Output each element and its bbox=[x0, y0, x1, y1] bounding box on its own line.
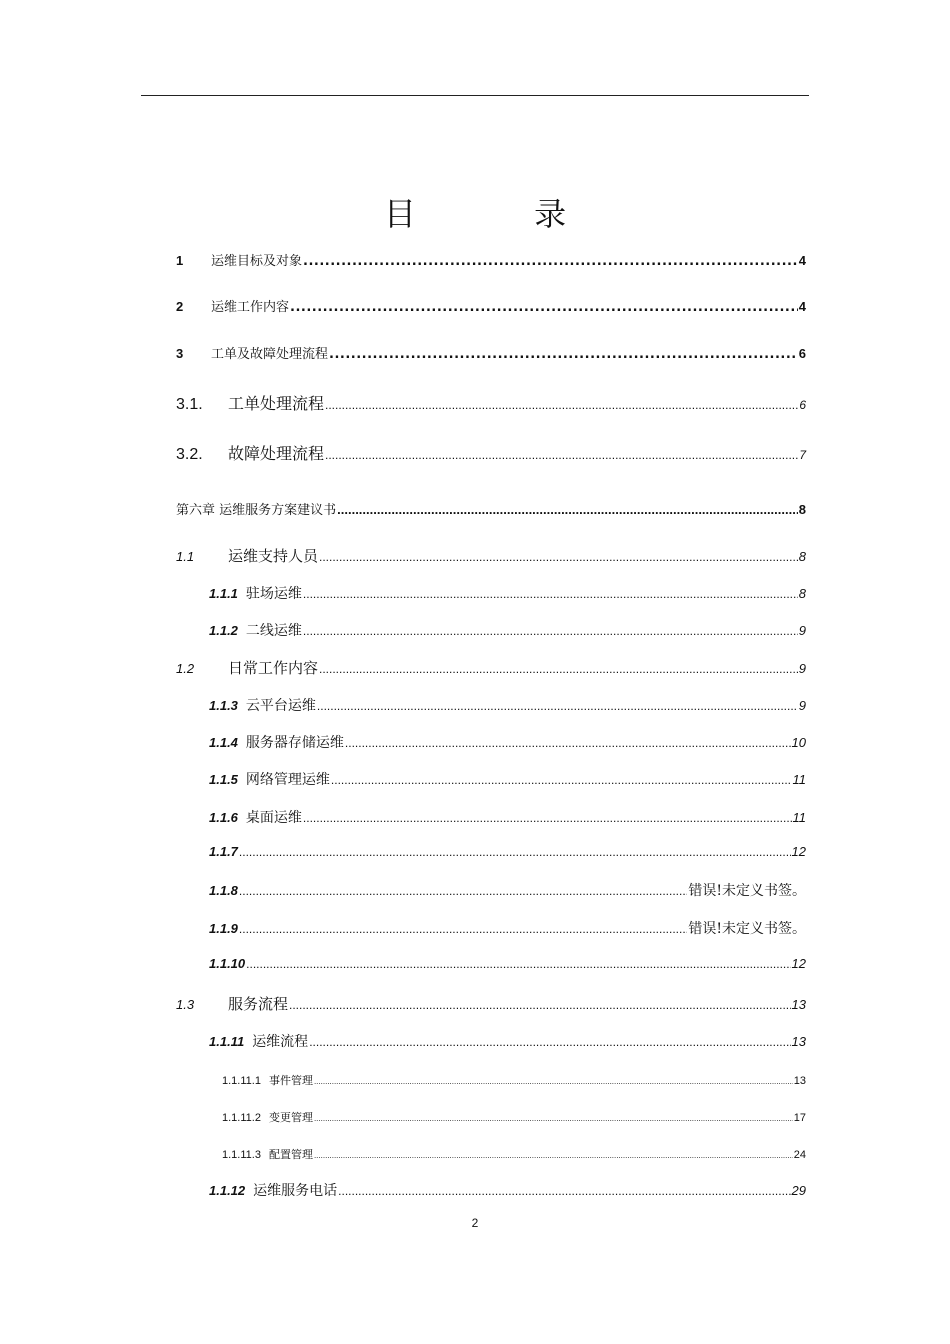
page-number: 2 bbox=[471, 1216, 479, 1230]
toc-entry[interactable] bbox=[209, 880, 806, 900]
toc-entry[interactable] bbox=[176, 343, 806, 362]
toc-title: 桌面运维 bbox=[245, 810, 302, 826]
toc-page: 6 bbox=[798, 346, 806, 361]
toc-title: 驻场运维 bbox=[245, 586, 302, 602]
toc-entry[interactable] bbox=[209, 1031, 806, 1051]
toc-leader bbox=[246, 957, 790, 971]
toc-number: 1.1.3 bbox=[209, 698, 238, 713]
toc-entry[interactable] bbox=[176, 441, 806, 464]
toc-page: 10 bbox=[791, 735, 806, 750]
toc-title: 服务器存储运维 bbox=[245, 735, 344, 751]
toc-number: 1.1.7 bbox=[209, 844, 238, 859]
toc-number: 1.1.11.2 bbox=[222, 1112, 261, 1124]
header-rule bbox=[141, 95, 809, 96]
toc-number: 1.1.2 bbox=[209, 623, 238, 638]
toc-title: 运维工作内容 bbox=[211, 300, 290, 315]
toc-title: 第六章 运维服务方案建议书 bbox=[176, 503, 337, 518]
toc-number: 1.1.12 bbox=[209, 1183, 246, 1198]
toc-leader bbox=[319, 550, 798, 564]
toc-page: 9 bbox=[798, 698, 806, 713]
toc-entry[interactable] bbox=[209, 807, 806, 827]
toc-entry[interactable] bbox=[176, 499, 806, 518]
toc-number: 1.1.8 bbox=[209, 883, 238, 898]
toc-number: 2 bbox=[176, 299, 184, 314]
toc-page: 4 bbox=[798, 299, 806, 314]
toc-leader bbox=[345, 736, 791, 750]
toc-title: 日常工作内容 bbox=[228, 659, 319, 677]
toc-title: 工单及故障处理流程 bbox=[211, 347, 329, 362]
toc-title: 二线运维 bbox=[245, 623, 302, 639]
toc-entry[interactable] bbox=[209, 918, 806, 938]
toc-leader bbox=[314, 1151, 793, 1160]
toc-entry[interactable] bbox=[176, 545, 806, 566]
toc-number: 1.1.6 bbox=[209, 810, 238, 825]
toc-entry[interactable] bbox=[176, 657, 806, 678]
toc-number: 3.2. bbox=[176, 446, 203, 463]
toc-leader bbox=[239, 922, 687, 936]
toc-page: 17 bbox=[793, 1112, 806, 1124]
toc-title: 云平台运维 bbox=[245, 698, 316, 714]
toc-title: 运维服务电话 bbox=[253, 1183, 338, 1199]
toc-entry[interactable] bbox=[222, 1072, 806, 1088]
toc-number: 1.1.9 bbox=[209, 921, 238, 936]
toc-entry[interactable] bbox=[209, 956, 806, 971]
toc-number: 1.1.1 bbox=[209, 586, 238, 601]
toc-number: 1.1.10 bbox=[209, 956, 246, 971]
toc-leader bbox=[338, 1184, 790, 1198]
toc-leader bbox=[303, 254, 798, 269]
toc-leader bbox=[239, 845, 791, 859]
toc-number: 1.1.11.1 bbox=[222, 1075, 261, 1087]
toc-title: 事件管理 bbox=[268, 1074, 313, 1087]
toc-number: 1.1.11.3 bbox=[222, 1149, 261, 1161]
page-title: 目 录 bbox=[383, 195, 621, 234]
toc-title: 工单处理流程 bbox=[228, 396, 325, 413]
toc-leader bbox=[325, 448, 798, 462]
toc-title: 运维流程 bbox=[252, 1034, 309, 1050]
toc-leader bbox=[314, 1114, 793, 1123]
toc-leader bbox=[329, 347, 798, 362]
toc-entry[interactable] bbox=[222, 1109, 806, 1125]
toc-leader bbox=[289, 998, 791, 1012]
toc-leader bbox=[290, 300, 798, 315]
toc-page: 12 bbox=[791, 844, 806, 859]
toc-title: 服务流程 bbox=[228, 995, 289, 1013]
toc-leader bbox=[303, 811, 792, 825]
toc-number: 1.1.11 bbox=[209, 1034, 245, 1049]
toc-entry[interactable] bbox=[209, 1180, 806, 1200]
toc-entry[interactable] bbox=[209, 620, 806, 640]
toc-page: 8 bbox=[798, 549, 806, 564]
toc-number: 1.1 bbox=[176, 549, 195, 564]
toc-number: 1 bbox=[176, 253, 184, 268]
toc-leader bbox=[317, 699, 798, 713]
toc-number: 3 bbox=[176, 346, 184, 361]
toc-title: 运维目标及对象 bbox=[211, 254, 303, 269]
toc-number: 1.1.4 bbox=[209, 735, 238, 750]
toc-entry[interactable] bbox=[209, 769, 806, 789]
toc-leader bbox=[331, 773, 792, 787]
toc-entry[interactable] bbox=[176, 993, 806, 1014]
toc-page: 7 bbox=[799, 448, 806, 462]
toc-page: 8 bbox=[798, 586, 806, 601]
toc-number: 1.1.5 bbox=[209, 772, 238, 787]
toc-leader bbox=[314, 1077, 793, 1086]
toc-page: 13 bbox=[791, 997, 806, 1012]
toc-page: 4 bbox=[798, 253, 806, 268]
toc-page: 13 bbox=[791, 1034, 806, 1049]
toc-title: 网络管理运维 bbox=[245, 772, 330, 788]
toc-page: 6 bbox=[799, 398, 806, 412]
toc-page: 13 bbox=[793, 1075, 806, 1087]
toc-number: 1.3 bbox=[176, 997, 195, 1012]
toc-leader bbox=[337, 502, 798, 517]
toc-page: 9 bbox=[798, 661, 806, 676]
toc-page: 8 bbox=[798, 502, 806, 517]
toc-entry[interactable] bbox=[209, 732, 806, 752]
toc-entry[interactable] bbox=[176, 296, 806, 315]
toc-leader bbox=[303, 624, 798, 638]
toc-page: 29 bbox=[791, 1183, 806, 1198]
toc-leader bbox=[303, 587, 798, 601]
toc-page: 11 bbox=[792, 810, 806, 825]
toc-title: 运维支持人员 bbox=[228, 547, 319, 565]
toc-leader bbox=[319, 662, 798, 676]
toc-number: 1.2 bbox=[176, 661, 195, 676]
toc-page-error: 错误!未定义书签。 bbox=[688, 921, 806, 937]
toc-title: 故障处理流程 bbox=[228, 446, 325, 463]
toc-entry[interactable] bbox=[176, 391, 806, 414]
toc-entry[interactable] bbox=[209, 844, 806, 859]
toc-leader bbox=[309, 1035, 790, 1049]
toc-entry[interactable] bbox=[209, 583, 806, 603]
toc-page: 12 bbox=[791, 956, 806, 971]
toc-leader bbox=[239, 884, 687, 898]
toc-number: 3.1. bbox=[176, 396, 203, 413]
toc-page: 9 bbox=[798, 623, 806, 638]
toc-leader bbox=[325, 398, 798, 412]
toc-entry[interactable] bbox=[176, 250, 806, 269]
toc-page: 24 bbox=[793, 1149, 806, 1161]
toc-entry[interactable] bbox=[209, 695, 806, 715]
toc-page: 11 bbox=[792, 772, 806, 787]
toc-page-error: 错误!未定义书签。 bbox=[688, 883, 806, 899]
toc-entry[interactable] bbox=[222, 1146, 806, 1162]
toc-title: 配置管理 bbox=[268, 1148, 313, 1161]
toc-title: 变更管理 bbox=[268, 1111, 313, 1124]
